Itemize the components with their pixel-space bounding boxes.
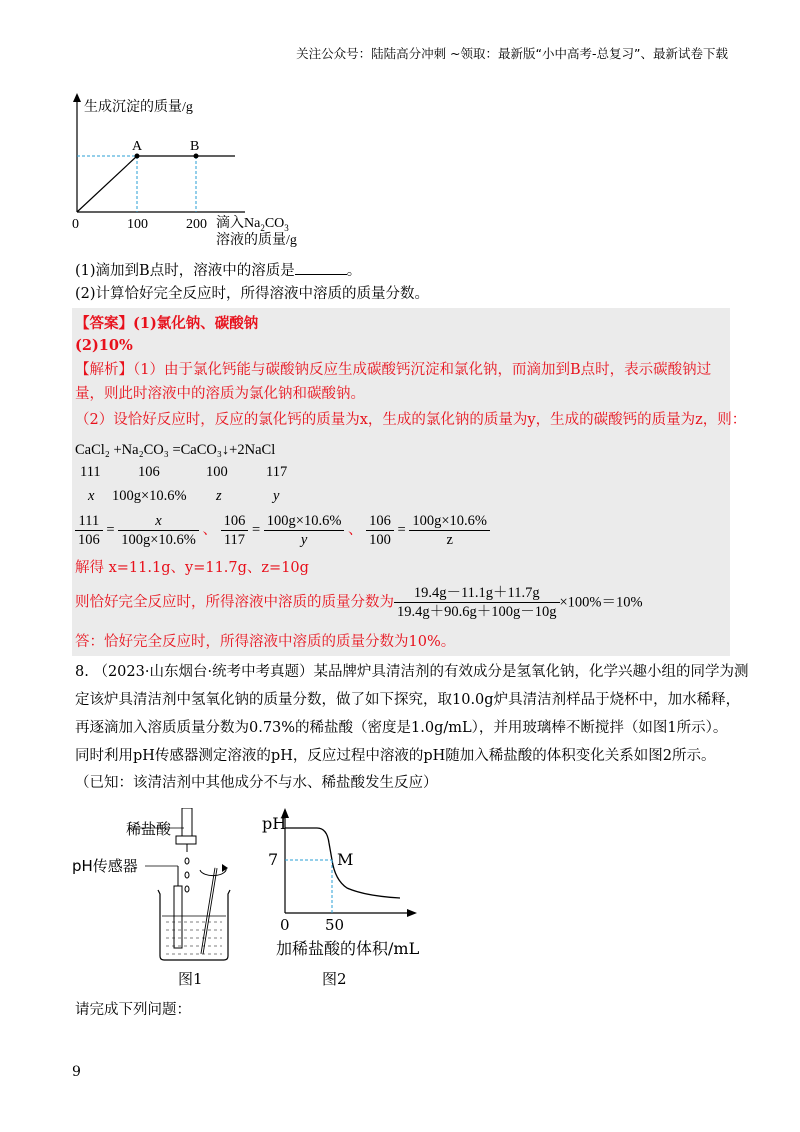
beaker — [158, 890, 230, 960]
drop — [185, 872, 189, 878]
point-b — [194, 154, 199, 159]
rise-line — [77, 156, 137, 212]
tick-200: 200 — [186, 217, 207, 232]
var-mass: 100g×10.6% — [112, 488, 187, 504]
ph-zero: 0 — [280, 916, 290, 934]
complete-questions: 请完成下列问题： — [75, 1002, 191, 1018]
q8-line-5: （已知：该清洁剂中其他成分不与水、稀盐酸发生反应） — [75, 775, 438, 791]
ratio1-right: $\frac{x}{100g\times 10.6\%}$ — [118, 512, 199, 549]
mr-106: 106 — [138, 464, 160, 480]
var-x: x — [88, 488, 95, 504]
drop — [185, 886, 189, 892]
q8-line-3: 再逐滴加入溶质质量分数为0.73%的稀盐酸（密度是1.0g/mL），并用玻璃棒不断搅拌（如图1所示）。 — [75, 720, 728, 736]
fig2-caption: 图2 — [322, 970, 347, 988]
chemical-equation: CaCl₂ +Na₂CO₃ =CaCO₃↓+2NaCl — [75, 442, 276, 458]
ph-fifty: 50 — [325, 916, 345, 934]
answer-line-1: 【答案】(1)氯化钠、碳酸钠 — [75, 315, 259, 332]
page-header: 关注公众号：陆陆高分冲刺 ~领取：最新版“小中高考-总复习”、最新试卷下载 — [296, 46, 728, 61]
analysis-line-1: 【解析】（1）由于氯化钙能与碳酸钠反应生成碳酸钙沉淀和氯化钠，而滴加到B点时，表示碳酸钠过 — [75, 362, 712, 378]
origin-label: 0 — [72, 217, 79, 232]
ph-point-m: M — [337, 850, 354, 869]
burette-valve — [176, 836, 196, 844]
ratio-row: $\frac{111}{106}$ = $\frac{x}{100g\times 10.6\%}$ 、 $\frac{106}{117}$ = $\frac{100g\times 10.6\%}{y}$ 、 $\frac{106}{100}$ = $\frac{100g\times 10.6\%}{z}$ — [75, 512, 490, 549]
ph-ylabel: pH — [262, 814, 287, 833]
drop — [185, 858, 189, 864]
y-axis-arrow — [73, 93, 81, 102]
solve-line: 解得 x=11.1g、y=11.7g、z=10g — [75, 560, 309, 576]
ratio2-right: $\frac{100g\times 10.6\%}{y}$ — [264, 512, 345, 549]
sensor-label: pH传感器 — [72, 857, 138, 875]
question-1: (1)滴加到B点时，溶液中的溶质是 。 — [75, 260, 361, 281]
point-a — [135, 154, 140, 159]
chart1-xlabel-line1: 滴入$Na_2CO_3$ — [216, 216, 289, 233]
sensor-probe — [174, 886, 182, 948]
mass-fraction-line: 则恰好完全反应时，所得溶液中溶质的质量分数为 $\frac{19.4g-11.1g+11.7g}{19.4g+90.6g+100g-10g}$ ×100%＝10% — [75, 585, 643, 620]
q8-line-4: 同时利用pH传感器测定溶液的pH，反应过程中溶液的pH随加入稀盐酸的体积变化关系如图2所示。 — [75, 748, 716, 764]
mr-117: 117 — [266, 464, 288, 480]
final-answer: 答：恰好完全反应时，所得溶液中溶质的质量分数为10%。 — [75, 634, 456, 650]
ratio1-left: $\frac{111}{106}$ — [75, 512, 103, 549]
ratio3-left: $\frac{106}{100}$ — [366, 512, 394, 549]
answer-blank[interactable] — [295, 260, 347, 275]
analysis-line-2: 量，则此时溶液中的溶质为氯化钠和碳酸钠。 — [75, 386, 365, 402]
page-number: 9 — [72, 1064, 81, 1080]
chart1-xlabel-line2: 溶液的质量/g — [216, 233, 297, 248]
burette — [182, 808, 192, 836]
ph-xlabel: 加稀盐酸的体积/mL — [276, 939, 420, 958]
point-b-label: B — [190, 139, 200, 154]
ratio3-right: $\frac{100g\times 10.6\%}{z}$ — [409, 512, 490, 549]
var-y: y — [273, 488, 280, 504]
q8-line-2: 定该炉具清洁剂中氢氧化钠的质量分数，做了如下探究，取10.0g炉具清洁剂样品于烧杯中，加水稀释， — [75, 692, 741, 708]
fig1-caption: 图1 — [178, 970, 203, 988]
var-z: z — [216, 488, 222, 504]
point-a-label: A — [132, 139, 143, 154]
tick-100: 100 — [127, 217, 148, 232]
chart1-ylabel: 生成沉淀的质量/g — [84, 100, 193, 115]
mr-111: 111 — [80, 464, 101, 480]
analysis-line-3: （2）设恰好反应时，反应的氯化钙的质量为x，生成的氯化钠的质量为y，生成的碳酸钙的质量为z，则： — [75, 412, 747, 428]
ph-seven: 7 — [268, 850, 279, 869]
ratio2-left: $\frac{106}{117}$ — [221, 512, 249, 549]
mr-100: 100 — [206, 464, 228, 480]
acid-label: 稀盐酸 — [126, 820, 172, 838]
question-2: (2)计算恰好完全反应时，所得溶液中溶质的质量分数。 — [75, 286, 430, 302]
q8-line-1: 8. （2023·山东烟台·统考中考真题）某品牌炉具清洁剂的有效成分是氢氧化钠，化学兴趣小组的同学为测 — [75, 664, 749, 680]
answer-line-2: (2)10% — [75, 337, 133, 354]
